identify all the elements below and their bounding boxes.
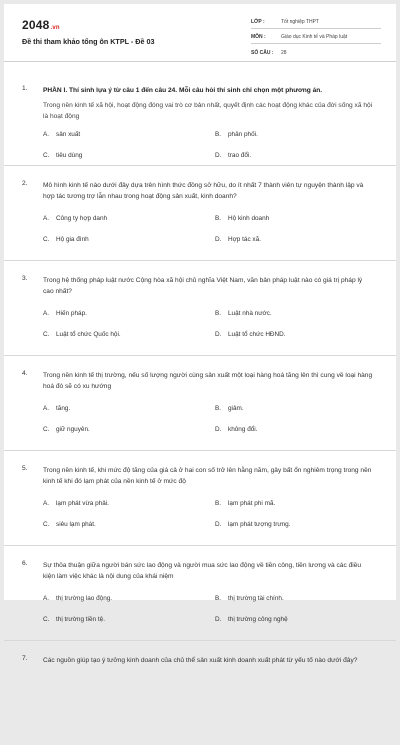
meta-value: Giáo dục Kinh tế và Pháp luật [281,34,348,40]
option-d[interactable] [215,236,261,243]
option-a[interactable] [43,405,70,412]
option-text: phân phối. [228,131,258,138]
option-text: Hộ kinh doanh [228,215,270,222]
option-text: không đổi. [228,426,258,433]
option-a[interactable] [43,310,87,317]
option-text: sản xuất [56,131,81,138]
option-letter: D. [215,616,222,623]
meta-row-subject [251,29,381,44]
question-3 [4,270,396,356]
option-letter: C. [43,152,50,159]
option-c[interactable] [43,152,82,159]
question-number: 7. [22,655,28,662]
exam-page [4,4,396,664]
option-text: thị trường lao động. [56,595,113,602]
option-a[interactable] [43,595,112,602]
option-b[interactable] [215,215,269,222]
meta-row-count [251,44,381,59]
option-text: Luật tổ chức HĐND. [228,331,286,338]
option-letter: C. [43,616,50,623]
option-letter: A. [43,500,50,507]
meta-value: 28 [281,50,287,56]
option-letter: B. [215,310,222,317]
option-letter: D. [215,152,222,159]
question-text: Sự thỏa thuận giữa người bán sức lao động và người mua sức lao động về tiền công, tiền lương và các điều kiện làm việc khác là nội dung của khái niệm [43,562,362,580]
site-logo[interactable] [22,18,60,32]
option-letter: D. [215,331,222,338]
option-text: lạm phát tượng trưng. [228,521,291,528]
option-c[interactable] [43,616,105,623]
question-text: Mô hình kinh tế nào dưới đây dựa trên hình thức đồng sở hữu, do ít nhất 7 thành viên tự nguyện thành lập và hợp tác tương trợ lẫn nhau trong hoạt động sản xuất, kinh doanh? [43,182,364,200]
option-text: Hợp tác xã. [228,236,261,243]
question-list [4,80,396,745]
option-a[interactable] [43,500,109,507]
question-number: 5. [22,465,28,472]
option-text: Hộ gia đình [56,236,89,243]
logo-text: 2048 [22,18,50,32]
option-text: thị trường tiền tệ. [56,616,105,623]
question-number: 1. [22,85,28,92]
option-letter: A. [43,595,50,602]
option-letter: C. [43,521,50,528]
meta-label: LỚP : [251,19,265,25]
option-text: giảm. [228,405,244,412]
option-b[interactable] [215,131,258,138]
option-letter: B. [215,215,222,222]
question-5 [4,460,396,546]
option-letter: A. [43,215,50,222]
option-d[interactable] [215,152,251,159]
exam-meta [251,14,381,59]
option-text: siêu lạm phát. [56,521,96,528]
option-text: trao đổi. [228,152,252,159]
option-a[interactable] [43,131,80,138]
option-text: tăng. [56,405,71,412]
meta-label: SỐ CÂU : [251,50,274,56]
option-c[interactable] [43,426,90,433]
option-text: lạm phát phi mã. [228,500,276,507]
option-d[interactable] [215,521,290,528]
option-text: Luật tổ chức Quốc hội. [56,331,121,338]
option-letter: B. [215,405,222,412]
page-header [4,4,396,62]
option-text: lạm phát vừa phải. [56,500,109,507]
question-number: 6. [22,560,28,567]
question-6 [4,555,396,641]
option-letter: A. [43,405,50,412]
logo-domain: .vn [50,25,60,31]
question-2 [4,175,396,261]
meta-value: Tốt nghiệp THPT [281,19,319,25]
option-d[interactable] [215,331,286,338]
question-4 [4,365,396,451]
question-text: Các nguồn giúp tạo ý tưởng kinh doanh của chủ thể sản xuất kinh doanh xuất phát từ yếu tố nào dưới đây? [43,657,358,664]
question-number: 3. [22,275,28,282]
option-text: tiêu dùng [56,152,83,159]
meta-row-class [251,14,381,29]
question-7 [4,650,396,736]
option-letter: D. [215,236,222,243]
option-letter: B. [215,595,222,602]
exam-title: Đề thi tham khảo tổng ôn KTPL - Đề 03 [22,37,155,46]
question-number: 4. [22,370,28,377]
option-letter: A. [43,131,50,138]
option-c[interactable] [43,331,121,338]
option-text: Hiến pháp. [56,310,87,317]
question-text: Trong nền kinh tế, khi mức độ tăng của giá cả ở hai con số trở lên hằng năm, gây bất ổn nghiêm trọng trong nền kinh tế khi đó lạm phát của nền kinh tế ở mức độ [43,467,372,485]
option-b[interactable] [215,310,272,317]
option-letter: C. [43,236,50,243]
question-text: Trong hệ thống pháp luật nước Cộng hòa xã hội chủ nghĩa Việt Nam, văn bản pháp luật nào có giá trị pháp lý cao nhất? [43,277,363,295]
option-b[interactable] [215,595,284,602]
option-b[interactable] [215,405,244,412]
option-letter: C. [43,331,50,338]
question-text: Trong nền kinh tế thị trường, nếu số lượng người cùng sản xuất một loại hàng hoá tăng lên thì cung về loại hàng hoá đó sẽ có xu hướng [43,372,373,390]
option-c[interactable] [43,521,96,528]
option-d[interactable] [215,426,258,433]
option-c[interactable] [43,236,89,243]
option-letter: B. [215,500,222,507]
meta-label: MÔN : [251,34,266,40]
option-letter: A. [43,310,50,317]
option-text: Luật nhà nước. [228,310,272,317]
option-letter: D. [215,426,222,433]
option-d[interactable] [215,616,288,623]
option-text: giữ nguyên. [56,426,90,433]
question-1 [4,80,396,166]
option-b[interactable] [215,500,275,507]
question-text: Trong nền kinh tế xã hội, hoạt động đóng vai trò cơ bản nhất, quyết định các hoạt động khác của đời sống xã hội là hoạt động [43,102,373,120]
option-letter: B. [215,131,222,138]
section-heading: PHẦN I. Thí sinh lựa ý từ câu 1 đến câu 24. Mỗi câu hỏi thí sinh chỉ chọn một phương án. [43,87,323,94]
option-a[interactable] [43,215,107,222]
option-letter: C. [43,426,50,433]
question-number: 2. [22,180,28,187]
option-letter: D. [215,521,222,528]
option-text: thị trường tài chính. [228,595,284,602]
option-text: Công ty hợp danh [56,215,108,222]
option-text: thị trường công nghệ [228,616,288,623]
